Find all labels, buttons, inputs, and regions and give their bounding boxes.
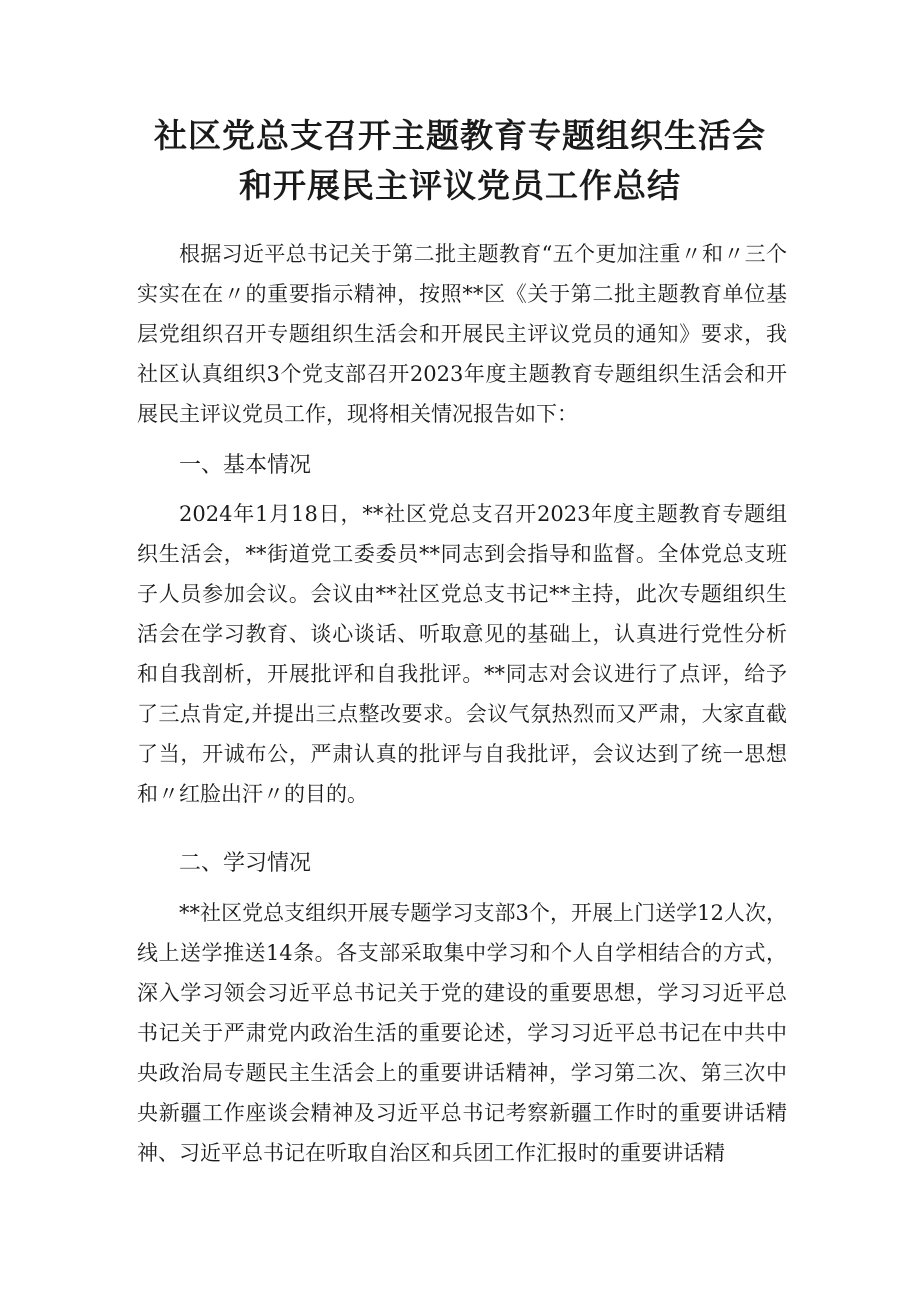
section-body-study-situation: **社区党总支组织开展专题学习支部3个，开展上门送学12人次，线上送学推送14条。各支部采取集中学习和个人自学相结合的方式，深入学习领会习近平总书记关于党的建设的重要思想，学习习近平总书记关于严肃党内政治生活的重要论述，学习习近平总书记在中共中央政治局专题民主生活会上的重要讲话精神，学习第二次、第三次中央新疆工作座谈会精神及习近平总书记考察新疆工作时的重要讲话精神、习近平总书记在听取自治区和兵团工作汇报时的重要讲话精 xyxy=(137,901,787,1165)
document-title-line-2: 和开展民主评议党员工作总结 xyxy=(239,166,681,205)
document-title-line-1: 社区党总支召开主题教育专题组织生活会 xyxy=(154,116,766,155)
section-heading-study-situation: 二、学习情况 xyxy=(179,851,312,876)
section-body-basic-situation: 2024年1月18日，**社区党总支召开2023年度主题教育专题组织生活会，**街道党工委委员**同志到会指导和监督。全体党总支班子人员参加会议。会议由**社区党总支书记**主持，此次专题组织生活会在学习教育、谈心谈话、听取意见的基础上，认真进行党性分析和自我剖析，开展批评和自我批评。**同志对会议进行了点评，给予了三点肯定,并提出三点整改要求。会议气氛热烈而又严肃，大家直截了当，开诚布公，严肃认真的批评与自我批评，会议达到了统一思想和〃红脸出汗〃的目的。 xyxy=(137,502,787,806)
intro-paragraph: 根据习近平总书记关于第二批主题教育“五个更加注重〃和〃三个实实在在〃的重要指示精神，按照**区《关于第二批主题教育单位基层党组织召开专题组织生活会和开展民主评议党员的通知》要求，我社区认真组织3个党支部召开2023年度主题教育专题组织生活会和开展民主评议党员工作，现将相关情况报告如下： xyxy=(137,242,787,426)
section-heading-basic-situation: 一、基本情况 xyxy=(179,453,312,478)
